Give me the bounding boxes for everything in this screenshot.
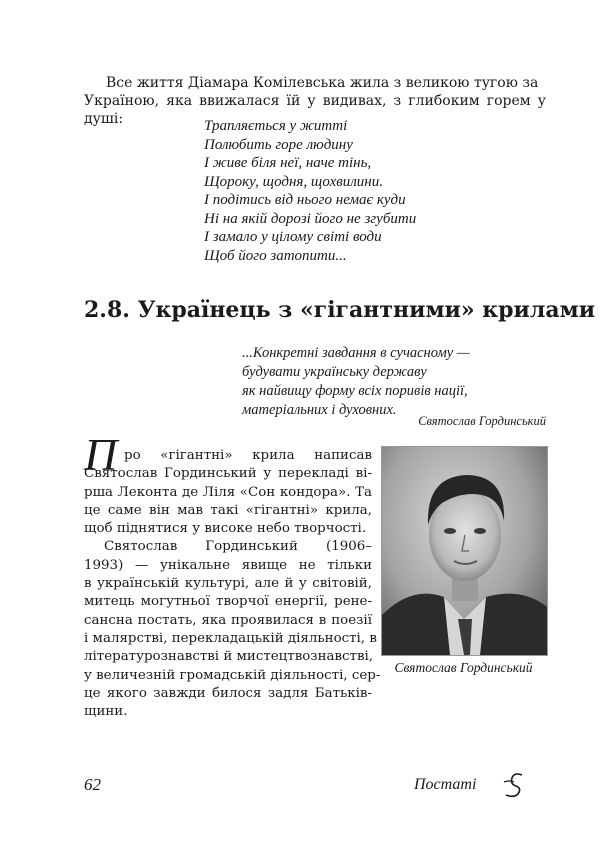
poem-line: Щороку, щодня, щохвилини. [204, 173, 383, 190]
body-line: в українській культурі, але й у світовій, [84, 576, 372, 592]
body-line: рша Леконта де Ліля «Сон кондора». Та [84, 484, 372, 500]
intro-line: Все життя Діамара Комілевська жила з великою тугою за [106, 75, 539, 91]
figure-caption: Святослав Гординський [394, 660, 533, 675]
poem-line: Трапляється у житті [204, 118, 348, 134]
running-footer-title: Постаті [414, 776, 477, 793]
body-line: щоб піднятися у високе небо творчості. [84, 521, 367, 537]
body-line: це якого завжди билося задля Батьків- [84, 685, 372, 701]
body-line: ро «гігантні» крила написав [124, 448, 372, 463]
epigraph-line: будувати українську державу [242, 364, 427, 380]
body-line: і малярстві, перекладацькій діяльності, в [84, 630, 377, 646]
body-line: Святослав Гординський (1906– [104, 539, 372, 555]
portrait-photo [381, 446, 548, 656]
body-line: 1993) — унікальне явище не тільки [84, 557, 372, 573]
epigraph-line: як найвищу форму всіх поривів нації, [242, 383, 468, 399]
section-heading: 2.8. Українець з «гігантними» крилами [84, 297, 596, 323]
poem-quote [204, 117, 416, 265]
intro-line: Україною, яка ввижалася їй у видивах, з глибоким горем у душі: [84, 93, 546, 127]
body-line: митець могутньої творчої енергії, рене- [84, 594, 372, 610]
body-paragraph [84, 447, 381, 721]
poem-line: Полюбить горе людину [204, 136, 353, 153]
poem-line: Ні на якій дорозі його не згубити [204, 210, 417, 227]
epigraph-line: матеріальних і духовних. [242, 402, 397, 418]
body-line: це саме він мав такі «гігантні» крила, [84, 502, 372, 518]
poem-line: І замало у цілому світі води [204, 229, 382, 245]
epigraph [242, 344, 470, 420]
poem-line: І живе біля неї, наче тінь, [204, 155, 372, 171]
drop-cap: П [84, 429, 118, 480]
portrait-illustration [382, 447, 547, 655]
epigraph-line: ...Конкретні завдання в сучасному — [242, 345, 470, 361]
page-number: 62 [84, 775, 101, 794]
body-line: літературознавстві й мистецтвознавстві, [84, 649, 374, 665]
poem-line: І подітись від нього немає куди [204, 192, 406, 208]
script-s-ornament-icon [500, 770, 530, 800]
body-line: сансна постать, яка проявилася в поезії [84, 612, 372, 628]
body-line: щини. [84, 704, 128, 720]
epigraph-author: Святослав Гординський [418, 414, 546, 428]
poem-line: Щоб його затопити... [204, 247, 347, 264]
body-line: Святослав Гординський у перекладі ві- [84, 466, 372, 482]
body-line: у величезній громадській діяльності, сер- [84, 667, 381, 683]
